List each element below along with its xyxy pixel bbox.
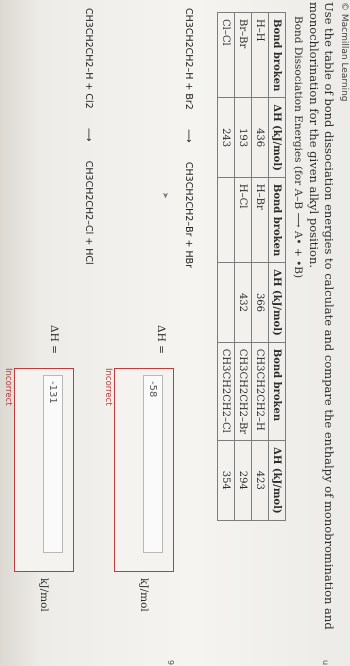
table-title: Bond Dissociation Energies (for A–B ⟶ A• + •B) [292, 16, 304, 279]
bromination-dh-label: ΔH = [155, 325, 167, 354]
table-cell: 243 [218, 98, 235, 178]
table-cell: 193 [235, 98, 252, 178]
chlorination-equation [83, 8, 94, 265]
header-bond-broken-3: Bond broken [269, 342, 286, 440]
table-cell [218, 263, 235, 343]
brand-label: © Macmillan Learning [339, 2, 349, 102]
table-cell: H–H [252, 13, 269, 98]
table-cell: 366 [252, 263, 269, 343]
reaction-arrow: ⟶ [83, 127, 94, 142]
bromination-answer-input[interactable]: -58 [143, 375, 163, 553]
cursor-icon: ➤ [161, 192, 170, 199]
table-cell: 432 [235, 263, 252, 343]
header-dh-2: ΔH (kJ/mol) [269, 263, 286, 343]
header-bond-broken-2: Bond broken [269, 177, 286, 262]
table-cell: CH3CH2CH2–H [252, 342, 269, 440]
header-dh-1: ΔH (kJ/mol) [269, 98, 286, 178]
table-cell: 294 [235, 441, 252, 521]
chlorination-answer-input[interactable]: -131 [43, 375, 63, 553]
header-dh-3: ΔH (kJ/mol) [269, 441, 286, 521]
table-row [252, 13, 269, 521]
bromination-status: Incorrect [103, 368, 113, 406]
table-row [218, 13, 235, 521]
table-cell [218, 177, 235, 262]
table-cell: 436 [252, 98, 269, 178]
bromination-unit: kJ/mol [138, 578, 150, 612]
table-cell: H–Cl [235, 177, 252, 262]
table-cell: 423 [252, 441, 269, 521]
chlorination-status: Incorrect [3, 368, 13, 406]
products: CH3CH2CH2–Cl + HCl [83, 160, 94, 265]
bromination-answer-box [114, 368, 174, 572]
table-cell: Cl–Cl [218, 13, 235, 98]
bond-energy-table [217, 12, 286, 521]
reactants: CH3CH2CH2–H + Br2 [183, 8, 194, 110]
edge-mark: u [321, 660, 330, 666]
header-bond-broken-1: Bond broken [269, 13, 286, 98]
edge-mark: 9 [166, 660, 175, 666]
chlorination-dh-label: ΔH = [48, 325, 60, 354]
table-cell: H–Br [252, 177, 269, 262]
chlorination-answer-box [14, 368, 74, 572]
table-cell: Br–Br [235, 13, 252, 98]
table-row [235, 13, 252, 521]
table-cell: CH3CH2CH2–Br [235, 342, 252, 440]
bromination-equation [183, 8, 194, 268]
table-cell: 354 [218, 441, 235, 521]
table-cell: CH3CH2CH2–Cl [218, 342, 235, 440]
reactants: CH3CH2CH2–H + Cl2 [83, 8, 94, 109]
question-text: Use the table of bond dissociation energies to calculate and compare the enthalpy of monobromination and monochlorination for the given alkyl position. [307, 2, 336, 630]
table-header-row [269, 13, 286, 521]
reaction-arrow: ⟶ [183, 129, 194, 143]
chlorination-unit: kJ/mol [38, 578, 50, 612]
products: CH3CH2CH2–Br + HBr [183, 161, 194, 269]
